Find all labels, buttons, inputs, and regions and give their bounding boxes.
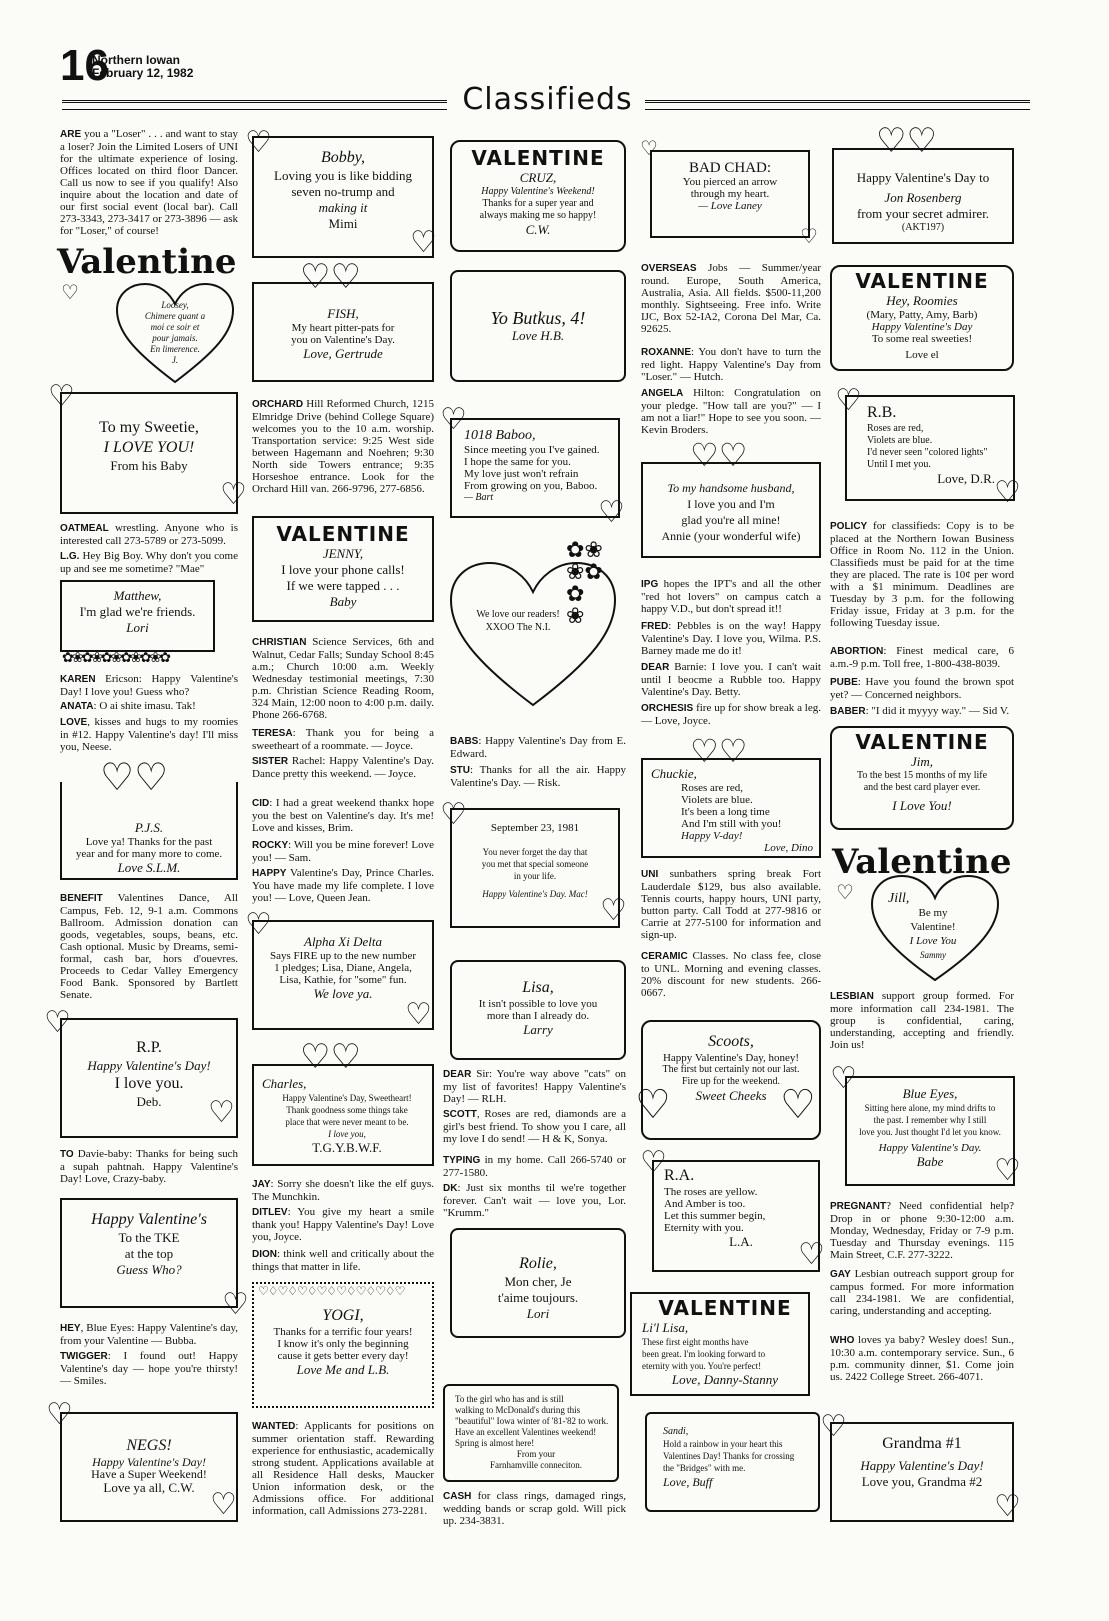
roomies-line: Love el: [905, 349, 939, 361]
tke-line: Happy Valentine's: [91, 1211, 207, 1228]
box-cruz: [450, 140, 626, 252]
rb-line: R.B.: [867, 404, 897, 421]
heart-icon: ♡: [44, 1005, 71, 1040]
rp-line: R.P.: [136, 1039, 162, 1056]
box-matthew: [60, 580, 215, 652]
ad-fred: FRED: Pebbles is on the way! Happy Valentine's Day. I love you, Wilma. P.S. Barney made me do it!: [641, 620, 821, 657]
box-lisa: [450, 960, 626, 1060]
grandma-line: Happy Valentine's Day!: [860, 1458, 984, 1473]
cruz-line: always making me so happy!: [479, 210, 597, 221]
sept-line: in your life.: [513, 871, 557, 881]
husband-line: glad you're all mine!: [681, 513, 781, 527]
box-jenny: [252, 516, 434, 622]
yogi-line: YOGI,: [322, 1307, 364, 1324]
alpha-line: Says FIRE up to the new number: [269, 950, 417, 962]
ad-rocky: ROCKY: Will you be mine forever! Love you! — Sam.: [252, 839, 434, 864]
sandi-line: Valentines Day! Thanks for crossing: [663, 1451, 795, 1461]
heart-icon: ♡: [780, 1082, 816, 1128]
husband-line: I love you and I'm: [687, 497, 775, 511]
rb-line: Roses are red,: [867, 423, 924, 434]
heart-icon: ♡: [835, 383, 862, 418]
heart-icon: ♡♡: [300, 257, 361, 297]
charles-line: I love you,: [328, 1129, 366, 1139]
box-fish: [252, 282, 434, 382]
heart-icon: ♡♢♡♢♡♢♡♢♡♢♡♢♡♢♡: [258, 1284, 405, 1298]
rolie-line: Lori: [526, 1306, 550, 1321]
pjs-line: Love ya! Thanks for the past: [85, 836, 213, 848]
ad-karen: KAREN Ericson: Happy Valentine's Day! I love you! Guess who?: [60, 673, 238, 698]
jenny-line: If we were tapped . . .: [286, 578, 400, 593]
loosey-line: Loosey,: [161, 300, 189, 310]
box-tke: [60, 1198, 238, 1308]
cruz-line: CRUZ,: [519, 170, 557, 185]
jill-line: Sammy: [920, 950, 946, 960]
grandma-line: Love you, Grandma #2: [861, 1474, 983, 1489]
jill-line: Valentine!: [910, 921, 956, 933]
jill-line: I Love You: [909, 935, 957, 947]
box-yogi: [252, 1282, 434, 1408]
rolie-line: t'aime toujours.: [497, 1290, 579, 1305]
sept-line: Happy Valentine's Day. Mac!: [482, 889, 588, 899]
heart-icon: ♡: [208, 1095, 235, 1130]
charles-line: place that were never meant to be.: [285, 1117, 409, 1127]
jon-line: Jon Rosenberg: [884, 190, 962, 205]
fish-line: Love, Gertrude: [303, 346, 383, 361]
bobby-line: Loving you is like bidding: [274, 168, 412, 183]
header-rule-left: [62, 100, 447, 110]
jill-line: Be my: [918, 907, 948, 919]
lillisa-line: Li'l Lisa,: [642, 1320, 689, 1335]
ad-pube: PUBE: Have you found the brown spot yet? — Concerned neighbors.: [830, 676, 1014, 701]
blueeyes-line: Blue Eyes,: [902, 1086, 958, 1101]
ad-oatmeal: OATMEAL wrestling. Anyone who is interested call 273-5789 or 273-5099.: [60, 522, 238, 547]
ad-ditlev: DITLEV: You give my heart a smile thank you! Happy Valentine's Day! Love you, Joyce.: [252, 1206, 434, 1243]
tke-line: Guess Who?: [116, 1262, 182, 1277]
heart-icon: ♡: [440, 402, 467, 437]
lillisa-line: eternity with you. You're perfect!: [642, 1361, 762, 1371]
baboo-line: — Bart: [464, 492, 494, 503]
ra-line: R.A.: [664, 1167, 695, 1184]
matthew-line: Lori: [126, 620, 149, 635]
valentine-banner: VALENTINE: [855, 730, 989, 754]
husband-line: Annie (your wonderful wife): [661, 529, 801, 543]
negs-line: Love ya all, C.W.: [103, 1480, 195, 1495]
fish-line: you on Valentine's Day.: [291, 334, 395, 346]
bobby-line: Bobby,: [321, 149, 365, 166]
box-sweetie: [60, 392, 238, 514]
matthew-line: I'm glad we're friends.: [79, 604, 196, 619]
box-butkus: [450, 270, 626, 382]
ad-dear-barnie: DEAR Barnie: I love you. I can't wait until I beocme a Rubble too. Happy Valentine's Day. Betty.: [641, 661, 821, 698]
ad-hey: HEY, Blue Eyes: Happy Valentine's day, from your Valentine — Bubba.: [60, 1322, 238, 1347]
yogi-line: Love Me and L.B.: [296, 1362, 390, 1377]
bobby-line: making it: [318, 200, 368, 215]
scoots-line: Fire up for the weekend.: [681, 1076, 781, 1087]
ad-dear-sir: DEAR Sir: You're way above "cats" on my list of favorites! Happy Valentine's Day! — RLH.: [443, 1068, 626, 1105]
ad-dion: DION: think well and critically about the things that matter in life.: [252, 1248, 434, 1273]
sandi-line: the "Bridges" with me.: [663, 1463, 746, 1473]
box-lil-lisa: [630, 1292, 810, 1396]
ad-ceramic: CERAMIC Classes. No class fee, close to UNL. Morning and evening classes. 20% discount for new students. 266-0667.: [641, 950, 821, 999]
heart-icon: ♡: [836, 880, 854, 904]
heart-icon: ♡: [210, 1487, 237, 1522]
butkus-line: Love H.B.: [511, 328, 565, 343]
header-rule-right: [645, 100, 1030, 110]
heart-icon: ♡: [994, 475, 1021, 510]
lillisa-line: been great. I'm looking forward to: [642, 1349, 766, 1359]
sept-line: You never forget the day that: [482, 847, 588, 857]
box-chuckie: [641, 758, 821, 858]
heart-icon: ♡: [600, 893, 627, 928]
loosey-line: Chimere quant a: [144, 311, 206, 321]
jon-line: (AKT197): [901, 222, 945, 233]
ad-sister: SISTER Rachel: Happy Valentine's Day. Dance pretty this weekend. — Joyce.: [252, 755, 434, 780]
jon-line: Happy Valentine's Day to: [856, 170, 990, 185]
ad-overseas: OVERSEAS Jobs — Summer/year round. Europe, South America, Australia, Asia. All fields. $500-11,200 monthly. Sightseeing. Free info. Write IJC, Box 52-IA2, Corona Del Mar, Ca. 92625.: [641, 262, 821, 335]
sandi-line: Love, Buff: [663, 1475, 713, 1489]
box-badchad: [650, 150, 810, 238]
chuckie-line: And I'm still with you!: [681, 818, 782, 830]
chuckie-line: Violets are blue.: [681, 794, 753, 806]
heart-icon: ♡: [994, 1489, 1021, 1524]
flower-border-icon: ✿❀✿❀✿❀✿❀✿❀✿: [62, 650, 170, 666]
ad-roxanne: ROXANNE: You don't have to turn the red light. Happy Valentine's Day from "Loser." — Hutch.: [641, 346, 821, 383]
heart-icon: ♡: [46, 1397, 73, 1432]
box-bobby: [252, 136, 434, 258]
loosey-line: En limerence.: [150, 344, 200, 354]
negs-line: NEGS!: [126, 1437, 172, 1454]
charles-line: Charles,: [262, 1076, 307, 1091]
butkus-line: Yo Butkus, 4!: [490, 308, 586, 328]
heart-icon: ♡: [598, 495, 625, 530]
sweetie-line: From his Baby: [110, 458, 188, 473]
grandma-line: Grandma #1: [882, 1435, 962, 1452]
loosey-line: J.: [171, 355, 179, 365]
rp-line: I love you.: [114, 1075, 184, 1092]
pjs-line: Love S.L.M.: [117, 860, 181, 875]
sandi-line: Hold a rainbow in your heart this: [663, 1439, 783, 1449]
ad-cid: CID: I had a great weekend thankx hope you the best on Valentine's day. It's me! Love and kisses, Brim.: [252, 797, 434, 834]
box-grandma: [830, 1422, 1014, 1522]
lillisa-line: Love, Danny-Stanny: [671, 1372, 779, 1387]
sept-line: you met that special someone: [481, 859, 589, 869]
heart-icon: ♡: [820, 1409, 847, 1444]
heart-icon: ♡: [830, 1061, 857, 1096]
alpha-line: Lisa, Kathie, for "some" fun.: [279, 974, 407, 986]
fish-line: FISH,: [327, 306, 359, 321]
jim-line: Jim,: [910, 754, 934, 769]
mcd-line: From your: [516, 1449, 556, 1459]
ra-line: And Amber is too.: [664, 1198, 746, 1210]
section-title: Classifieds: [462, 82, 633, 117]
sweetie-line: To my Sweetie,: [99, 419, 199, 436]
ad-loser: ARE you a "Loser" . . . and want to stay a loser? Join the Limited Losers of UNI for the ultimate experience of losing. Offices located on third floor Dancer. Call us now to see if you qualify! Also inquire about the location and date of our first social event (local bar). Call 273-3343, 273-3417 or 273-3896 — ask for "Loser," of course!: [60, 128, 238, 237]
chuckie-line: Roses are red,: [681, 782, 744, 794]
loosey-line: moi ce soir et: [150, 322, 200, 332]
ad-dk: DK: Just six months til we're together forever. Can't wait — love you, Lor. "Krumm.": [443, 1182, 626, 1219]
ad-ipg: IPG hopes the IPT's and all the other "red hot lovers" on campus catch a happy V.D., but don't spread it!!: [641, 578, 821, 615]
charles-line: Thank goodness some things take: [286, 1105, 408, 1115]
readers-heart: [448, 540, 628, 730]
jenny-line: I love your phone calls!: [281, 562, 405, 577]
heart-icon: ♡: [994, 1153, 1021, 1188]
fish-line: My heart pitter-pats for: [291, 322, 395, 334]
box-jon: [832, 148, 1014, 244]
box-rb: [845, 395, 1015, 501]
heart-icon: ♡: [222, 1287, 249, 1322]
rolie-line: Mon cher, Je: [504, 1274, 572, 1289]
lisa-line: more than I already do.: [486, 1010, 590, 1022]
ad-lesbian: LESBIAN support group formed. For more information call 234-1981. The group is confidential, caring, understanding, accepting and friendly. Join us!: [830, 990, 1014, 1051]
ad-typing: TYPING in my home. Call 266-5740 or 277-1580.: [443, 1154, 626, 1179]
scoots-line: Scoots,: [708, 1033, 754, 1050]
box-baboo: [450, 418, 620, 518]
lisa-line: It isn't possible to love you: [478, 998, 598, 1010]
pjs-line: year and for many more to come.: [75, 848, 223, 860]
loosey-line: pour jamais.: [152, 333, 198, 343]
ad-baber: BABER: "I did it myyyy way." — Sid V.: [830, 705, 1010, 717]
box-rolie: [450, 1228, 626, 1338]
ad-christian: CHRISTIAN Science Services, 6th and Walnut, Cedar Falls; Sunday School 8:45 a.m.; Church 10:00 a.m. Weekly Wednesday testimonial meetings, 7:30 p.m. Christian Science Reading Room, 324 Main, 12:00 noon to 4:00 p.m. daily. Phone 266-6768.: [252, 636, 434, 721]
heart-icon: ♡: [61, 280, 79, 304]
heart-icon: ♡♡: [300, 1037, 361, 1077]
page-number: 16: [60, 41, 109, 90]
heart-icon: ♡: [405, 997, 432, 1032]
alpha-line: Alpha Xi Delta: [304, 934, 382, 949]
valentine-banner: VALENTINE: [658, 1296, 792, 1320]
heart-icon: ♡: [245, 907, 272, 942]
ad-uni: UNI sunbathers spring break Fort Lauderdale $129, bus also available. Tennis courts, happy hours, UNI party, button party. Call Todd at 277-9816 or Carrie at 277-5100 for information and sign-up.: [641, 868, 821, 941]
sweetie-line: I LOVE YOU!: [103, 439, 195, 456]
heart-icon: ♡: [640, 136, 658, 160]
ad-babs: BABS: Happy Valentine's Day from E. Edward.: [450, 735, 626, 760]
ad-lg: L.G. Hey Big Boy. Why don't you come up and see me sometime? "Mae": [60, 550, 238, 575]
chuckie-line: Chuckie,: [651, 766, 697, 781]
ad-teresa: TERESA: Thank you for being a sweetheart of a roommate. — Joyce.: [252, 727, 434, 752]
jenny-line: Baby: [329, 594, 357, 609]
bobby-line: Mimi: [328, 216, 358, 231]
blueeyes-line: love you. Just thought I'd let you know.: [859, 1127, 1001, 1137]
ad-abortion: ABORTION: Finest medical care, 6 a.m.-9 p.m. Toll free, 1-800-438-8039.: [830, 645, 1014, 670]
heart-icon: ♡♡: [690, 732, 748, 770]
cruz-line: Thanks for a super year and: [482, 198, 594, 209]
readers-line: We love our readers!: [476, 609, 560, 620]
ad-stu: STU: Thanks for all the air. Happy Valentine's Day. — Risk.: [450, 764, 626, 789]
badchad-line: — Love Laney: [698, 200, 762, 212]
rb-line: Until I met you.: [867, 459, 931, 470]
box-charles: [252, 1064, 434, 1166]
valentine-script: Valentine: [832, 842, 1012, 882]
lisa-line: Larry: [523, 1022, 553, 1037]
ad-jay: JAY: Sorry she doesn't like the elf guys. The Munchkin.: [252, 1178, 434, 1203]
ad-twigger: TWIGGER: I found out! Happy Valentine's day — hope you're thirsty! — Smiles.: [60, 1350, 238, 1387]
roomies-line: Hey, Roomies: [886, 293, 958, 308]
heart-icon: ♡: [800, 224, 818, 248]
box-blue-eyes: [845, 1076, 1015, 1186]
ad-policy: POLICY for classifieds: Copy is to be placed at the Northern Iowan Business Office in Room No. 112 in the Union. Classifieds must be paid for at the time they are placed. The rate is 10¢ per word with a $1 minimum. Deadlines are Tuesday by 3 p.m. for the following Friday issue, Friday at 3 p.m. for the following Tuesday issue.: [830, 520, 1014, 629]
ad-who: WHO loves ya baby? Wesley does! Sun., 10:30 a.m. contemporary service. Sun., 6 p.m. community dinner, $1. Come join us. 2422 College Street. 266-4071.: [830, 1334, 1014, 1383]
mcd-line: "beautiful" Iowa winter of '81-'82 to work.: [455, 1416, 609, 1426]
pjs-line: P.J.S.: [134, 820, 164, 835]
baboo-line: I hope the same for you.: [464, 456, 571, 468]
charles-line: Happy Valentine's Day, Sweetheart!: [282, 1093, 412, 1103]
husband-line: To my handsome husband,: [667, 481, 795, 495]
ad-pregnant: PREGNANT? Need confidential help? Drop in or phone 9:30-12:00 a.m. Monday, Wednesday, Friday or 7-9 p.m. Tuesday and Thursday evenings. 115 Main Street, C.F. 277-3222.: [830, 1200, 1014, 1261]
blueeyes-line: Happy Valentine's Day.: [878, 1142, 982, 1154]
masthead: [92, 54, 193, 80]
ad-orchesis: ORCHESIS fire up for show break a leg. — Love, Joyce.: [641, 702, 821, 727]
chuckie-line: Love, Dino: [764, 842, 813, 854]
blueeyes-line: the past. I remember why I still: [873, 1115, 987, 1125]
heart-icon: ♡: [798, 1237, 825, 1272]
rb-line: Violets are blue.: [867, 435, 933, 446]
box-roomies: [830, 265, 1014, 371]
valentine-heart-loosey: [55, 242, 240, 387]
scoots-line: Happy Valentine's Day, honey!: [662, 1052, 800, 1064]
alpha-line: 1 pledges; Lisa, Diane, Angela,: [274, 962, 412, 974]
blueeyes-line: Sitting here alone, my mind drifts to: [864, 1103, 996, 1113]
box-mcdonalds: [443, 1384, 619, 1482]
cruz-line: C.W.: [525, 222, 551, 237]
box-sept: [450, 808, 620, 928]
valentine-banner: VALENTINE: [276, 522, 410, 546]
ad-benefit: BENEFIT Valentines Dance, All Campus, Feb. 12, 9-1 a.m. Commons Ballroom. Admission donation can goods, vegetables, soups, beans, etc. Cash optional. Music by Dreams, semi-formal, cash bar, hors d'ouevres. Proceeds to Cedar Valley Emergency Food Bank. Sponsored by Bartlett Senate.: [60, 892, 238, 1001]
ad-happy: HAPPY Valentine's Day, Prince Charles. You have made my life complete. I love you! — Love, Queen Jean.: [252, 867, 434, 904]
alpha-line: We love ya.: [313, 986, 373, 1001]
rb-line: Love, D.R.: [937, 471, 995, 486]
heart-icon: ♡♡: [100, 755, 169, 799]
valentine-heart-jill: [830, 842, 1016, 984]
charles-line: T.G.Y.B.W.F.: [312, 1140, 382, 1155]
bobby-line: seven no-trump and: [291, 184, 395, 199]
yogi-line: I know it's only the beginning: [277, 1338, 409, 1350]
box-jim: [830, 726, 1014, 830]
heart-icon: ♡♡: [690, 436, 748, 474]
rp-line: Deb.: [136, 1094, 162, 1109]
mcd-line: walking to McDonald's during this: [455, 1405, 581, 1415]
jim-line: To the best 15 months of my life: [856, 770, 988, 781]
jenny-line: JENNY,: [322, 546, 364, 561]
roomies-line: (Mary, Patty, Amy, Barb): [866, 309, 978, 321]
roomies-line: To some real sweeties!: [871, 333, 973, 345]
scoots-line: The first but certainly not our last.: [662, 1064, 800, 1075]
ad-wanted: WANTED: Applicants for positions on summer orientation staff. Rewarding experience for enthusiastic, academically strong student. Applications available at all Residence Hall desks, Maucker Union information desk, or the Admissions office. For additional information, call Admissions 273-2281.: [252, 1420, 434, 1517]
ra-line: The roses are yellow.: [664, 1186, 758, 1198]
ra-line: L.A.: [729, 1234, 753, 1249]
yogi-line: Thanks for a terrific four years!: [273, 1326, 413, 1338]
lisa-line: Lisa,: [522, 979, 554, 996]
ad-to-davie: TO Davie-baby: Thanks for being such a supah pahtnah. Happy Valentine's Day! Love, Crazy-baby.: [60, 1148, 238, 1185]
ad-anata: ANATA: O ai shite imasu. Tak!: [60, 700, 196, 712]
tke-line: To the TKE: [118, 1230, 180, 1245]
yogi-line: cause it gets better every day!: [277, 1350, 409, 1362]
mcd-line: Farnhamville conneciton.: [490, 1460, 582, 1470]
ad-cash: CASH for class rings, damaged rings, wedding bands or scrap gold. Will pick up. 234-3831.: [443, 1490, 626, 1527]
matthew-line: Matthew,: [113, 588, 162, 603]
box-sandi: [645, 1412, 820, 1512]
cruz-line: Happy Valentine's Weekend!: [481, 186, 595, 197]
issue-date: February 12, 1982: [92, 66, 194, 80]
jill-line: Jill,: [888, 891, 910, 906]
baboo-line: 1018 Baboo,: [464, 428, 536, 443]
sandi-line: Sandi,: [663, 1426, 689, 1437]
mcd-line: To the girl who has and is still: [455, 1394, 564, 1404]
heart-icon: ♡: [640, 1145, 667, 1180]
badchad-line: through my heart.: [690, 188, 770, 200]
flower-border-icon: ✿❀ ❀✿ ✿ ❀: [566, 538, 603, 629]
chuckie-line: Happy V-day!: [681, 830, 743, 842]
readers-line: XXOO The N.I.: [485, 622, 551, 633]
lillisa-line: These first eight months have: [642, 1337, 749, 1347]
heart-icon: ♡: [245, 125, 272, 160]
heart-icon: ♡: [635, 1082, 671, 1128]
valentine-banner: VALENTINE: [855, 269, 989, 293]
badchad-line: BAD CHAD:: [688, 160, 772, 176]
scoots-line: Sweet Cheeks: [695, 1088, 767, 1103]
jon-line: from your secret admirer.: [856, 206, 990, 221]
tke-line: at the top: [124, 1246, 174, 1261]
ad-scott: SCOTT, Roses are red, diamonds are a girl's best friend. To show you I care, all my love I do send! — H & K, Sonya.: [443, 1108, 626, 1145]
valentine-script: Valentine: [57, 242, 237, 282]
negs-line: Have a Super Weekend!: [91, 1467, 207, 1481]
baboo-line: My love just won't refrain: [464, 468, 579, 480]
valentine-banner: VALENTINE: [471, 146, 605, 170]
paper-name: Northern Iowan: [92, 53, 181, 67]
ra-line: Eternity with you.: [664, 1222, 744, 1234]
rp-line: Happy Valentine's Day!: [87, 1058, 211, 1073]
baboo-line: From growing on you, Baboo.: [464, 480, 598, 492]
rb-line: I'd never seen "colored lights": [867, 447, 988, 458]
heart-icon: ♡: [220, 477, 247, 512]
mcd-line: Have an excellent Valentines weekend!: [455, 1427, 597, 1437]
box-ra: [652, 1160, 820, 1272]
box-husband: [641, 462, 821, 558]
negs-line: Happy Valentine's Day!: [92, 1455, 206, 1469]
heart-icon: ♡: [440, 797, 467, 832]
ad-gay: GAY Lesbian outreach support group for campus formed. For more information call 234-1981. We are confidential, caring, understanding and accepting.: [830, 1268, 1014, 1317]
mcd-line: Spring is almost here!: [455, 1438, 535, 1448]
ad-angela: ANGELA Hilton: Congratulation on your pledge. "How tall are you?" — I am not a liar!" Hope to see you soon. — Kevin Broders.: [641, 387, 821, 436]
heart-icon: ♡♡: [876, 121, 937, 161]
jim-line: I Love You!: [892, 798, 952, 813]
jim-line: and the best card player ever.: [863, 782, 981, 793]
rolie-line: Rolie,: [519, 1255, 557, 1272]
ad-love: LOVE, kisses and hugs to my roomies in #12. Happy Valentine's day! I'll miss you, Neese.: [60, 716, 238, 753]
baboo-line: Since meeting you I've gained.: [464, 444, 600, 456]
roomies-line: Happy Valentine's Day: [871, 321, 973, 333]
badchad-line: You pierced an arrow: [682, 176, 778, 188]
ra-line: Let this summer begin,: [664, 1210, 766, 1222]
chuckie-line: It's been a long time: [681, 806, 770, 818]
heart-icon: ♡: [48, 379, 75, 414]
heart-icon: ♡: [410, 225, 437, 260]
blueeyes-line: Babe: [916, 1154, 944, 1169]
sept-line: September 23, 1981: [490, 822, 580, 834]
ad-orchard: ORCHARD Hill Reformed Church, 1215 Elmridge Drive (behind College Square) welcomes you to the 10 a.m. worship. Transportation service: 9:25 West side between Hagemann and Noehren; 9:30 North side Towers entrance; 9:35 Horseshoe entrance. Look for the Orchard Hill van. 266-9796, 277-6856.: [252, 398, 434, 495]
